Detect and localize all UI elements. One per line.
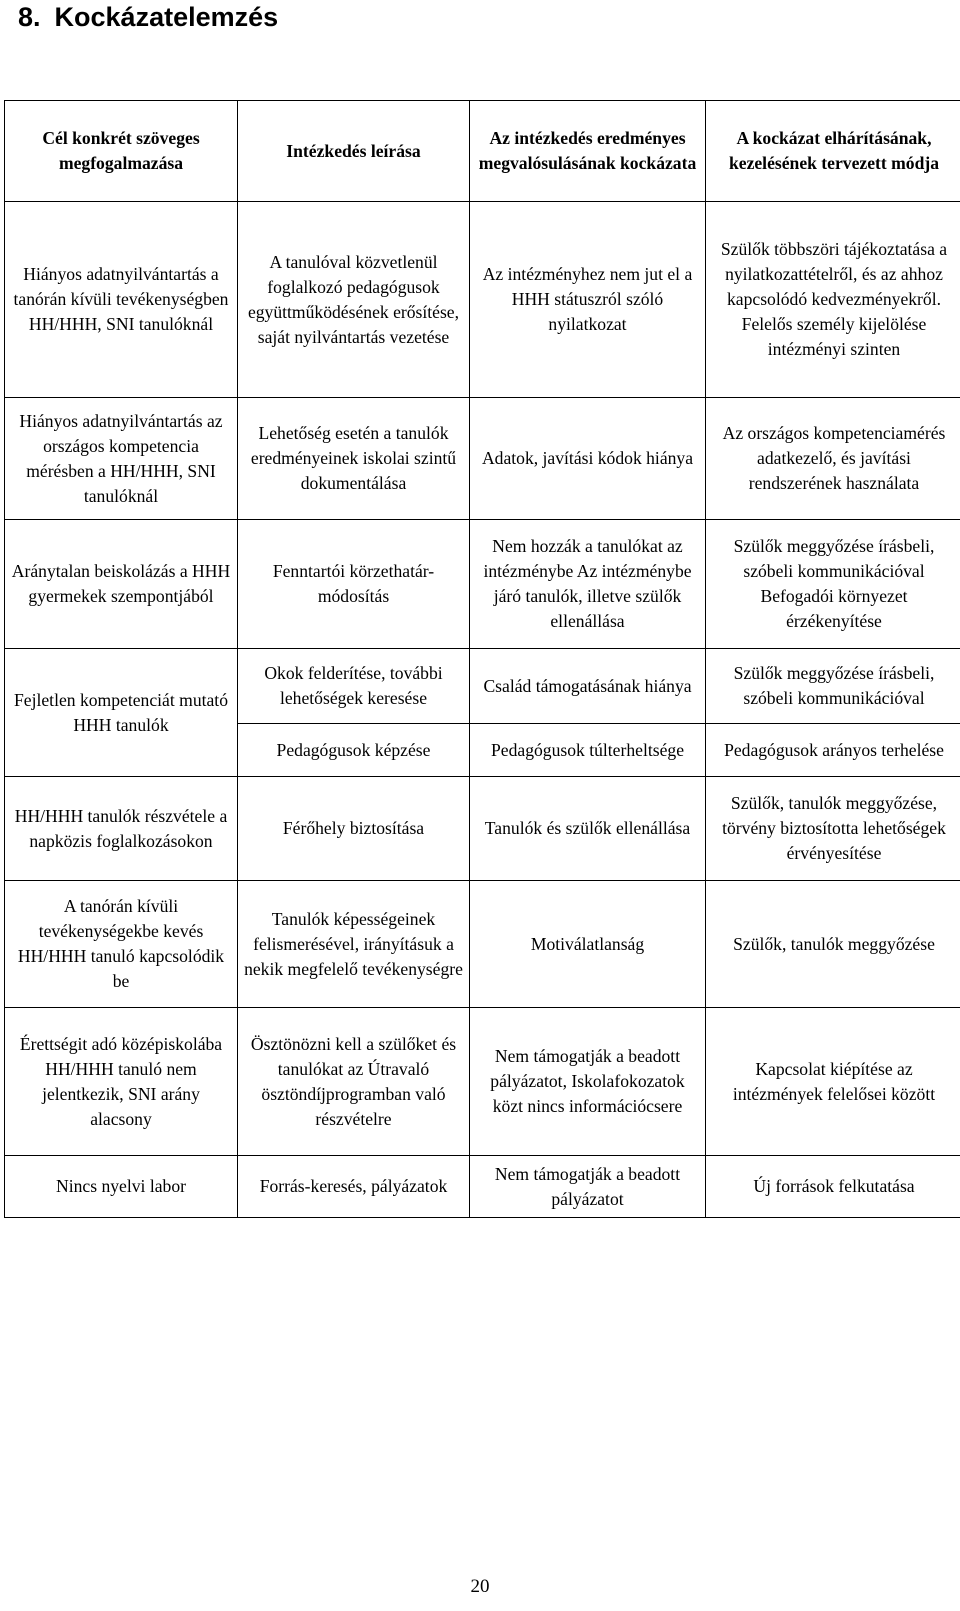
header-goal: Cél konkrét szöveges megfogalmazása	[5, 101, 238, 202]
measure-cell: Pedagógusok képzése	[238, 724, 470, 777]
measure-cell: Okok felderítése, további lehetőségek keresése	[238, 649, 470, 724]
goal-cell: Hiányos adatnyilvántartás az országos kompetencia mérésben a HH/HHH, SNI tanulóknál	[5, 398, 238, 520]
measure-cell: Ösztönözni kell a szülőket és tanulókat az Útravaló ösztöndíjprogramban való részvételre	[238, 1008, 470, 1156]
measure-cell: Fenntartói körzethatár-módosítás	[238, 520, 470, 649]
table-header-row	[5, 101, 960, 202]
table-row	[5, 1156, 960, 1218]
mitigation-cell: Az országos kompetenciamérés adatkezelő, és javítási rendszerének használata	[706, 398, 960, 520]
goal-cell: HH/HHH tanulók részvétele a napközis foglalkozásokon	[5, 777, 238, 881]
goal-cell: Nincs nyelvi labor	[5, 1156, 238, 1218]
section-number: 8.	[18, 2, 41, 32]
risk-cell: Család támogatásának hiánya	[470, 649, 706, 724]
mitigation-cell: Szülők többszöri tájékoztatása a nyilatkozattételről, és az ahhoz kapcsolódó kedvezményekről. Felelős személy kijelölése intézményi szinten	[706, 202, 960, 398]
goal-cell: A tanórán kívüli tevékenységekbe kevés HH/HHH tanuló kapcsolódik be	[5, 881, 238, 1008]
mitigation-cell: Szülők, tanulók meggyőzése	[706, 881, 960, 1008]
mitigation-cell: Szülők, tanulók meggyőzése, törvény biztosította lehetőségek érvényesítése	[706, 777, 960, 881]
goal-cell: Aránytalan beiskolázás a HHH gyermekek szempontjából	[5, 520, 238, 649]
table-row	[5, 777, 960, 881]
goal-cell: Fejletlen kompetenciát mutató HHH tanulók	[5, 649, 238, 777]
header-measure: Intézkedés leírása	[238, 101, 470, 202]
header-mitigation: A kockázat elhárításának, kezelésének tervezett módja	[706, 101, 960, 202]
risk-cell: Tanulók és szülők ellenállása	[470, 777, 706, 881]
risk-cell: Az intézményhez nem jut el a HHH státuszról szóló nyilatkozat	[470, 202, 706, 398]
measure-cell: Lehetőség esetén a tanulók eredményeinek iskolai szintű dokumentálása	[238, 398, 470, 520]
goal-cell: Hiányos adatnyilvántartás a tanórán kívüli tevékenységben HH/HHH, SNI tanulóknál	[5, 202, 238, 398]
section-title: Kockázatelemzés	[54, 2, 279, 32]
table-row	[5, 202, 960, 398]
risk-cell: Motiválatlanság	[470, 881, 706, 1008]
table-row	[5, 881, 960, 1008]
section-heading	[18, 0, 278, 34]
risk-cell: Pedagógusok túlterheltsége	[470, 724, 706, 777]
measure-cell: Forrás-keresés, pályázatok	[238, 1156, 470, 1218]
goal-cell: Érettségit adó középiskolába HH/HHH tanuló nem jelentkezik, SNI arány alacsony	[5, 1008, 238, 1156]
table-row	[5, 520, 960, 649]
header-risk: Az intézkedés eredményes megvalósulásának kockázata	[470, 101, 706, 202]
mitigation-cell: Kapcsolat kiépítése az intézmények felelősei között	[706, 1008, 960, 1156]
measure-cell: A tanulóval közvetlenül foglalkozó pedagógusok együttműködésének erősítése, saját nyilvántartás vezetése	[238, 202, 470, 398]
risk-cell: Nem hozzák a tanulókat az intézménybe Az intézménybe járó tanulók, illetve szülők ellenállása	[470, 520, 706, 649]
risk-cell: Nem támogatják a beadott pályázatot	[470, 1156, 706, 1218]
table-row	[5, 398, 960, 520]
table-row	[5, 1008, 960, 1156]
risk-cell: Adatok, javítási kódok hiánya	[470, 398, 706, 520]
measure-cell: Férőhely biztosítása	[238, 777, 470, 881]
measure-cell: Tanulók képességeinek felismerésével, irányításuk a nekik megfelelő tevékenységre	[238, 881, 470, 1008]
risk-cell: Nem támogatják a beadott pályázatot, Iskolafokozatok közt nincs információcsere	[470, 1008, 706, 1156]
risk-analysis-table	[4, 100, 960, 1218]
mitigation-cell: Szülők meggyőzése írásbeli, szóbeli kommunikációval	[706, 649, 960, 724]
mitigation-cell: Szülők meggyőzése írásbeli, szóbeli kommunikációval Befogadói környezet érzékenyítése	[706, 520, 960, 649]
mitigation-cell: Új források felkutatása	[706, 1156, 960, 1218]
table-row	[5, 649, 960, 724]
mitigation-cell: Pedagógusok arányos terhelése	[706, 724, 960, 777]
page-number: 20	[470, 1576, 490, 1597]
